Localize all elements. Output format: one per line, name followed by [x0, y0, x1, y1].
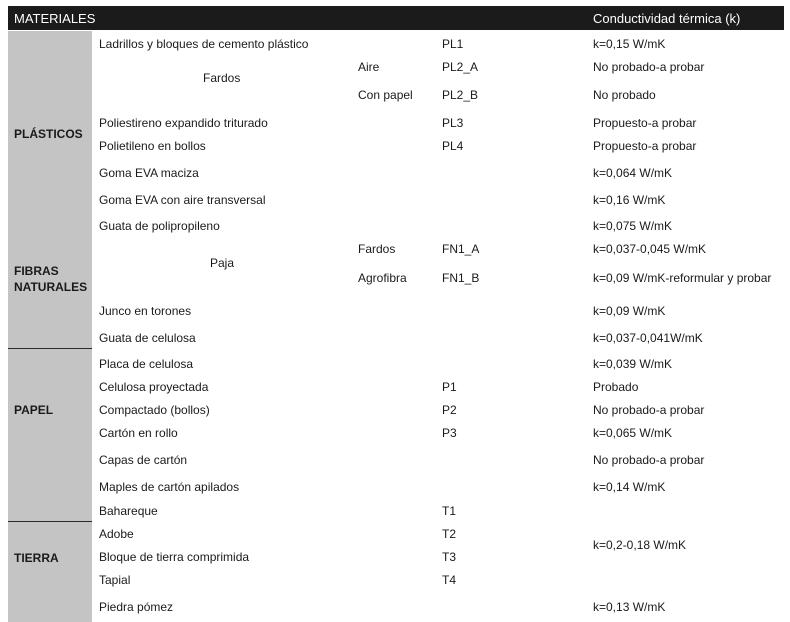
code-cell: PL4 — [442, 139, 464, 153]
material-cell: Maples de cartón apilados — [99, 480, 240, 494]
material-cell: Bahareque — [99, 504, 158, 518]
material-cell: Piedra pómez — [99, 600, 174, 614]
code-cell: T3 — [442, 550, 457, 564]
sub-cell: Aire — [358, 60, 380, 74]
category-divider — [8, 521, 92, 522]
k-cell: k=0,09 W/mK — [593, 304, 666, 318]
material-cell: Compactado (bollos) — [99, 403, 210, 417]
material-cell: Goma EVA con aire transversal — [99, 193, 266, 207]
k-cell: k=0,14 W/mK — [593, 480, 666, 494]
material-cell: Placa de celulosa — [99, 357, 194, 371]
category-column — [8, 31, 92, 622]
code-cell: PL2_B — [442, 88, 479, 102]
material-cell: Celulosa proyectada — [99, 380, 209, 394]
category-fibras-line1: FIBRAS — [14, 264, 59, 278]
code-cell: T1 — [442, 504, 457, 518]
material-cell: Capas de cartón — [99, 453, 188, 467]
code-cell: FN1_A — [442, 242, 480, 256]
k-cell: No probado — [593, 88, 656, 102]
k-cell: k=0,037-0,041W/mK — [593, 331, 703, 345]
material-cell: Ladrillos y bloques de cemento plástico — [99, 37, 309, 51]
code-cell: PL1 — [442, 37, 464, 51]
k-cell: No probado-a probar — [593, 453, 705, 467]
k-cell: Probado — [593, 380, 639, 394]
category-fibras-line2: NATURALES — [14, 280, 88, 294]
sub-cell: Con papel — [358, 88, 413, 102]
code-cell: PL2_A — [442, 60, 479, 74]
k-cell: k=0,065 W/mK — [593, 426, 673, 440]
table-header — [8, 6, 784, 30]
material-cell: Guata de polipropileno — [99, 219, 220, 233]
code-cell: P1 — [442, 380, 457, 394]
k-cell: k=0,15 W/mK — [593, 37, 666, 51]
code-cell: PL3 — [442, 116, 464, 130]
material-cell: Cartón en rollo — [99, 426, 178, 440]
material-cell: Guata de celulosa — [99, 331, 196, 345]
material-cell: Tapial — [99, 573, 131, 587]
k-cell: k=0,09 W/mK-reformular y probar — [593, 271, 772, 285]
code-cell: FN1_B — [442, 271, 480, 285]
k-cell: k=0,13 W/mK — [593, 600, 666, 614]
material-cell: Poliestireno expandido triturado — [99, 116, 268, 130]
code-cell: P2 — [442, 403, 457, 417]
k-cell: k=0,037-0,045 W/mK — [593, 242, 707, 256]
k-cell: k=0,075 W/mK — [593, 219, 673, 233]
materials-header: MATERIALES — [14, 11, 96, 26]
k-cell: k=0,039 W/mK — [593, 357, 673, 371]
k-cell: k=0,064 W/mK — [593, 166, 673, 180]
k-cell: Propuesto-a probar — [593, 116, 697, 130]
k-cell: k=0,16 W/mK — [593, 193, 666, 207]
code-cell: T2 — [442, 527, 457, 541]
k-cell: k=0,2-0,18 W/mK — [593, 538, 687, 552]
material-cell: Adobe — [99, 527, 134, 541]
category-divider — [8, 348, 92, 349]
material-cell: Goma EVA maciza — [99, 166, 199, 180]
sub-cell: Fardos — [358, 242, 396, 256]
material-cell: Polietileno en bollos — [99, 139, 206, 153]
category-plasticos: PLÁSTICOS — [14, 127, 83, 141]
k-cell: No probado-a probar — [593, 403, 705, 417]
material-cell: Junco en torones — [99, 304, 192, 318]
material-cell: Fardos — [203, 71, 241, 85]
category-papel: PAPEL — [14, 403, 54, 417]
code-cell: T4 — [442, 573, 457, 587]
category-tierra: TIERRA — [14, 551, 59, 565]
code-cell: P3 — [442, 426, 457, 440]
material-cell: Paja — [210, 256, 235, 270]
k-cell: Propuesto-a probar — [593, 139, 697, 153]
sub-cell: Agrofibra — [358, 271, 407, 285]
material-cell: Bloque de tierra comprimida — [99, 550, 250, 564]
conductivity-header: Conductividad térmica (k) — [593, 11, 741, 26]
k-cell: No probado-a probar — [593, 60, 705, 74]
